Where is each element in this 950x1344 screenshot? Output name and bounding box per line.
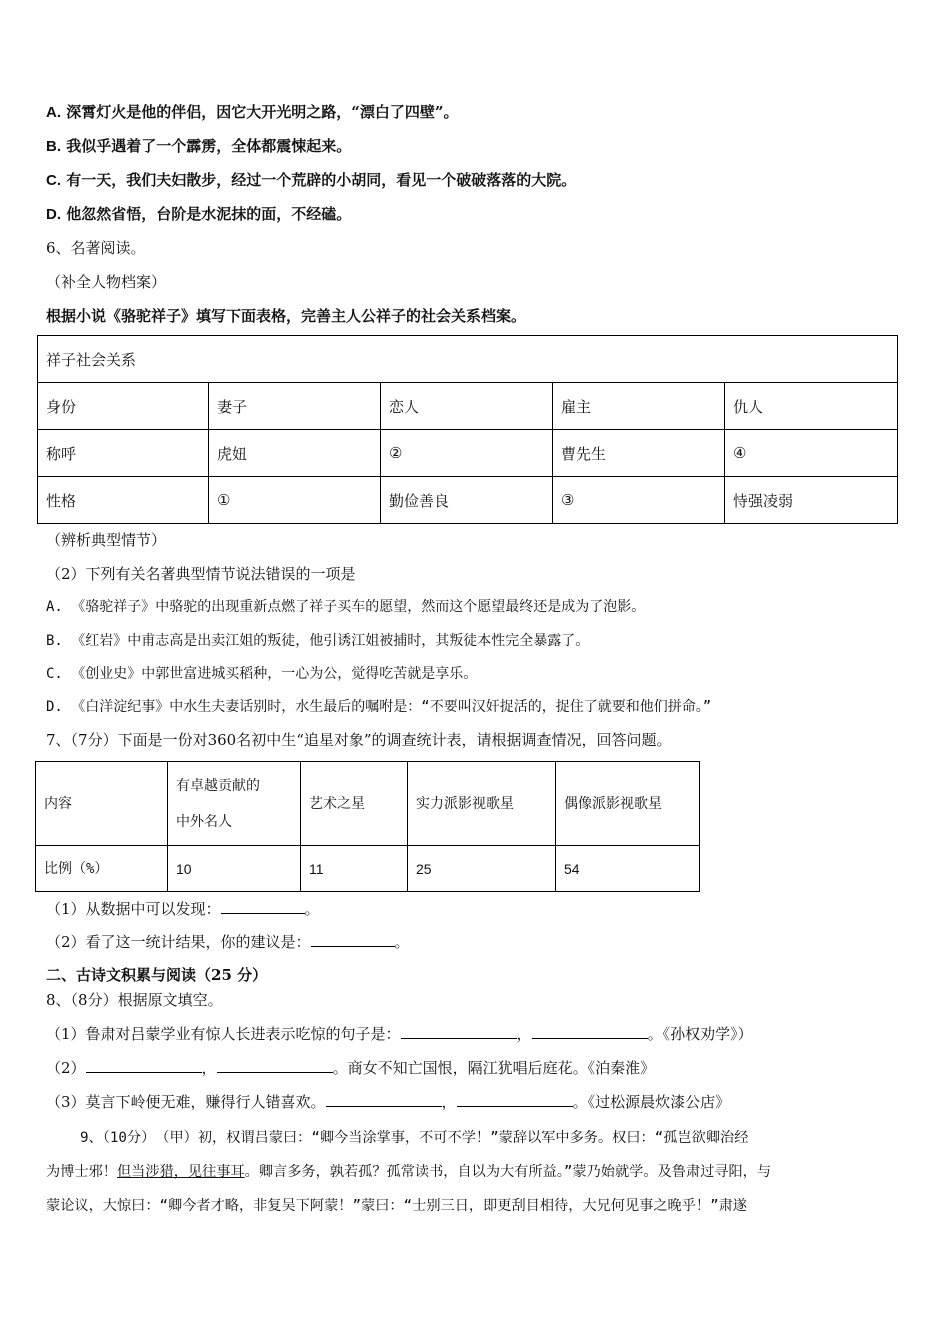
q5-option-a: A. 深霄灯火是他的伴侣，因它大开光明之路，“漂白了四壁”。 [46,103,459,121]
passage-line: 蒙论议，大惊曰：“卿今者才略，非复吴下阿蒙！”蒙曰：“士别三日，即更刮目相待，大兄何见事之晚乎！”肃遂 [46,1198,747,1214]
q8-heading: 8、（8分）根据原文填空。 [46,991,223,1009]
survey-table [35,761,700,892]
table-cell: 11 [301,846,408,892]
table-cell: 54 [556,846,700,892]
table-row [36,846,700,892]
relations-table [37,335,898,524]
table-cell: 身份 [38,383,209,430]
table-cell: 恋人 [381,383,553,430]
q8-line-1: （1）鲁肃对吕蒙学业有惊人长进表示吃惊的句子是： ， 。《孙权劝学》） [46,1025,753,1043]
table-cell: 性格 [38,477,209,524]
table-cell: 25 [408,846,556,892]
answer-blank[interactable] [326,1092,442,1107]
table-cell: ③ [553,477,725,524]
passage-line: 为博士邪！但当涉猎，见往事耳。卿言多务，孰若孤？孤常读书，自以为大有所益。”蒙乃始就学。及鲁肃过寻阳，与 [46,1164,772,1180]
answer-blank[interactable] [457,1092,573,1107]
table-title: 祥子社会关系 [38,336,898,383]
q5-option-b: B. 我似乎遇着了一个霹雳，全体都震悚起来。 [46,137,352,155]
table-cell: 艺术之星 [301,762,408,846]
table-cell: 实力派影视歌星 [408,762,556,846]
q7-heading: 7、（7分）下面是一份对360名初中生“追星对象”的调查统计表，请根据调查情况，回答问题。 [46,731,672,749]
q7-q1: （1）从数据中可以发现： 。 [46,900,320,918]
answer-blank[interactable] [217,1058,333,1073]
table-cell: 10 [168,846,301,892]
table-row [38,430,898,477]
underlined-sentence: 但当涉猎，见往事耳 [116,1164,245,1180]
table-cell: 曹先生 [553,430,725,477]
table-cell: 偶像派影视歌星 [556,762,700,846]
q8-line-3: （3）莫言下岭便无难，赚得行人错喜欢。 ， 。《过松源晨炊漆公店》 [46,1093,731,1111]
q5-option-d: D. 他忽然省悟，台阶是水泥抹的面，不经磕。 [46,205,352,223]
q5-option-c: C. 有一天，我们夫妇散步，经过一个荒辟的小胡同，看见一个破破落落的大院。 [46,171,577,189]
table-cell: 比例（%） [36,846,168,892]
q6-option-d: D. 《白洋淀纪事》中水生夫妻话别时，水生最后的嘱咐是：“不要叫汉奸捉活的，捉住了就要和他们拼命。” [46,699,712,715]
table-cell: 虎妞 [209,430,381,477]
answer-blank[interactable] [401,1024,517,1039]
q6-question: （2）下列有关名著典型情节说法错误的一项是 [46,565,356,583]
table-cell: ② [381,430,553,477]
answer-blank[interactable] [86,1058,202,1073]
q6-option-c: C. 《创业史》中郭世富进城买稻种，一心为公，觉得吃苦就是享乐。 [46,666,478,682]
answer-blank[interactable] [532,1024,648,1039]
answer-blank[interactable] [311,932,395,947]
q6-heading: 6、名著阅读。 [46,239,146,257]
table-cell: 妻子 [209,383,381,430]
table-cell: 雇主 [553,383,725,430]
q6-instruction: 根据小说《骆驼祥子》填写下面表格，完善主人公祥子的社会关系档案。 [46,307,527,325]
header-line: 中外名人 [176,813,232,830]
table-cell: ① [209,477,381,524]
answer-blank[interactable] [221,899,305,914]
q9-passage [46,1121,908,1223]
table-row [36,762,700,846]
section-2-heading: 二、古诗文积累与阅读（25 分） [46,966,268,984]
table-row [38,336,898,383]
q6-sub-plot: （辨析典型情节） [46,531,167,549]
table-cell: 勤俭善良 [381,477,553,524]
table-cell: 称呼 [38,430,209,477]
table-cell: ④ [725,430,898,477]
table-cell: 恃强凌弱 [725,477,898,524]
table-cell: 仇人 [725,383,898,430]
table-row [38,383,898,430]
q6-sub-profile: （补全人物档案） [46,273,167,291]
header-line: 有卓越贡献的 [176,777,260,794]
table-cell: 内容 [36,762,168,846]
table-cell [168,762,301,846]
q7-q2: （2）看了这一统计结果，你的建议是： 。 [46,933,410,951]
table-row [38,477,898,524]
q6-option-b: B. 《红岩》中甫志高是出卖江姐的叛徒，他引诱江姐被捕时，其叛徒本性完全暴露了。 [46,633,590,649]
passage-line: 9、（10分） （甲）初，权谓吕蒙曰：“卿今当涂掌事，不可不学！”蒙辞以军中多务。权曰：“孤岂欲卿治经 [80,1130,749,1146]
q8-line-2: （2） ， 。商女不知亡国恨，隔江犹唱后庭花。《泊秦淮》 [46,1059,656,1077]
q6-option-a: A. 《骆驼祥子》中骆驼的出现重新点燃了祥子买车的愿望，然而这个愿望最终还是成为了泡影。 [46,599,646,615]
